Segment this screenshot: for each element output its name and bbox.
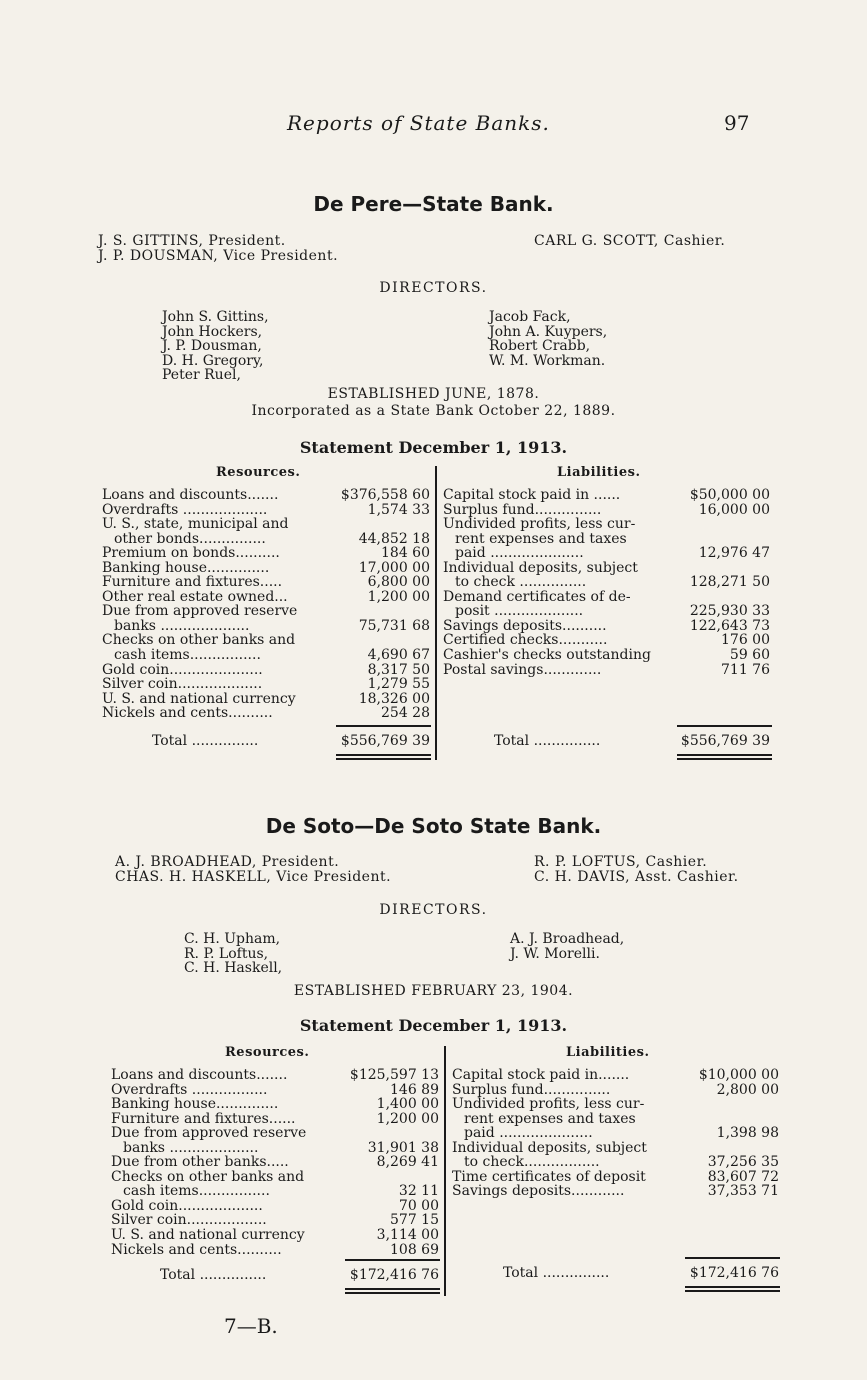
ledger-label: Individual deposits, subject <box>452 1140 647 1156</box>
ledger-amount: 75,731 68 <box>358 617 430 634</box>
ledger-amount: 1,400 00 <box>376 1096 439 1113</box>
resources-heading: Resources. <box>216 465 301 480</box>
ledger-amount: 128,271 50 <box>689 574 770 591</box>
ledger-label: Premium on bonds.......... <box>102 546 280 561</box>
resources-total-row <box>152 733 430 749</box>
running-title: Reports of State Banks. <box>287 111 550 135</box>
ledger-row <box>443 663 770 678</box>
ledger-label: Surplus fund............... <box>452 1082 611 1098</box>
total-label: Total ............... <box>494 733 601 749</box>
ledger-row <box>111 1213 439 1228</box>
bank-title: De Soto—De Soto State Bank. <box>265 814 602 838</box>
rule <box>685 1286 780 1288</box>
ledger-row <box>452 1097 779 1112</box>
ledger-row <box>102 619 430 634</box>
ledger-amount: 8,317 50 <box>367 661 430 678</box>
liabilities-heading: Liabilities. <box>566 1045 650 1060</box>
directors-right-list <box>510 932 624 961</box>
ledger-label: posit .................... <box>455 604 584 619</box>
ledger-row <box>102 677 430 692</box>
ledger-row <box>452 1112 779 1127</box>
ledger-row <box>443 648 770 663</box>
rule <box>336 725 431 727</box>
ledger-label: U. S. and national currency <box>111 1228 305 1243</box>
ledger-amount: 1,200 00 <box>376 1110 439 1127</box>
ledger-row <box>111 1126 439 1141</box>
ledger-amount: 2,800 00 <box>716 1081 779 1098</box>
officer-left: CHAS. H. HASKELL, Vice President. <box>115 869 392 885</box>
ledger-label: Silver coin.................. <box>111 1213 267 1229</box>
ledger-row <box>102 532 430 547</box>
ledger-amount: 254 28 <box>381 705 430 722</box>
director-name: J. P. Dousman, <box>162 338 262 354</box>
director-name: Robert Crabb, <box>489 338 591 354</box>
ledger-amount: 6,800 00 <box>367 574 430 591</box>
established-line: ESTABLISHED FEBRUARY 23, 1904. <box>293 983 574 999</box>
liabilities-table <box>452 1068 779 1199</box>
established-line: ESTABLISHED JUNE, 1878. <box>327 386 540 402</box>
ledger-row <box>452 1170 779 1185</box>
rule <box>685 1290 780 1292</box>
ledger-amount: 70 00 <box>398 1197 439 1214</box>
ledger-label: Due from approved reserve <box>102 604 298 619</box>
ledger-amount: 37,256 35 <box>707 1154 779 1171</box>
ledger-amount: 17,000 00 <box>358 559 430 576</box>
ledger-label: cash items................ <box>123 1184 270 1199</box>
ledger-row <box>111 1141 439 1156</box>
ledger-row <box>102 648 430 663</box>
ledger-label: Overdrafts ................... <box>102 502 268 518</box>
statement-heading: Statement December 1, 1913. <box>299 438 568 457</box>
liabilities-table <box>443 488 770 677</box>
total-amount: $556,769 39 <box>340 733 430 749</box>
ledger-label: Capital stock paid in ...... <box>443 488 621 503</box>
officer-left: A. J. BROADHEAD, President. <box>115 854 340 870</box>
ledger-row <box>111 1083 439 1098</box>
ledger-label: paid ..................... <box>455 546 584 561</box>
director-name: John Hockers, <box>162 323 263 340</box>
ledger-label: Nickels and cents.......... <box>102 706 273 721</box>
ledger-label: Loans and discounts....... <box>102 488 279 503</box>
ledger-label: Surplus fund............... <box>443 502 602 518</box>
director-name: Peter Ruel, <box>162 367 241 383</box>
ledger-row <box>111 1097 439 1112</box>
page-number: 97 <box>724 111 750 135</box>
directors-heading: DIRECTORS. <box>379 280 488 296</box>
ledger-row <box>102 692 430 707</box>
ledger-amount: $125,597 13 <box>349 1067 439 1083</box>
director-name: D. H. Gregory, <box>162 352 264 369</box>
ledger-amount: 122,643 73 <box>689 617 770 634</box>
ledger-amount: 18,326 00 <box>358 690 430 707</box>
total-amount: $556,769 39 <box>680 733 770 749</box>
ledger-row <box>452 1184 779 1199</box>
total-label: Total ............... <box>152 733 259 749</box>
directors-heading: DIRECTORS. <box>379 902 488 918</box>
ledger-label: Furniture and fixtures..... <box>102 575 283 590</box>
ledger-label: Individual deposits, subject <box>443 560 638 576</box>
ledger-row <box>111 1243 439 1258</box>
ledger-label: to check................. <box>464 1155 600 1170</box>
ledger-row <box>443 633 770 648</box>
ledger-amount: 1,279 55 <box>367 676 430 693</box>
ledger-row <box>102 561 430 576</box>
liabilities-total-row <box>503 1265 779 1281</box>
director-name: C. H. Haskell, <box>184 960 283 976</box>
ledger-row <box>443 488 770 503</box>
ledger-amount: 1,574 33 <box>367 501 430 518</box>
ledger-label: Loans and discounts....... <box>111 1068 288 1083</box>
director-name: A. J. Broadhead, <box>510 931 625 947</box>
ledger-row <box>111 1184 439 1199</box>
ledger-amount: 44,852 18 <box>358 530 430 547</box>
ledger-amount: 577 15 <box>390 1212 439 1229</box>
ledger-label: Time certificates of deposit <box>452 1169 646 1185</box>
ledger-label: Nickels and cents.......... <box>111 1242 282 1258</box>
rule <box>685 1257 780 1259</box>
rule <box>345 1288 440 1290</box>
ledger-label: Other real estate owned... <box>102 589 288 605</box>
rule <box>677 758 772 760</box>
ledger-row <box>102 633 430 648</box>
ledger-row <box>102 706 430 721</box>
ledger-row <box>443 561 770 576</box>
ledger-amount: $376,558 60 <box>340 487 430 503</box>
officer-left: J. S. GITTINS, President. <box>98 233 286 249</box>
ledger-row <box>111 1199 439 1214</box>
total-amount: $172,416 76 <box>349 1267 439 1283</box>
ledger-amount: 32 11 <box>398 1183 439 1200</box>
ledger-label: Gold coin..................... <box>102 662 263 678</box>
directors-right-list <box>489 310 607 368</box>
ledger-label: Due from approved reserve <box>111 1126 307 1141</box>
rule <box>336 754 431 756</box>
ledger-label: Capital stock paid in....... <box>452 1068 630 1083</box>
ledger-row <box>102 517 430 532</box>
ledger-label: paid ..................... <box>464 1126 593 1141</box>
ledger-label: Undivided profits, less cur- <box>452 1097 645 1112</box>
ledger-row <box>111 1155 439 1170</box>
officer-right: CARL G. SCOTT, Cashier. <box>534 233 726 249</box>
director-name: Jacob Fack, <box>489 309 571 325</box>
ledger-row <box>443 604 770 619</box>
liabilities-total-row <box>494 733 770 749</box>
ledger-amount: 59 60 <box>729 647 770 664</box>
ledger-amount: 146 89 <box>390 1081 439 1098</box>
ledger-label: Cashier's checks outstanding <box>443 648 651 663</box>
director-name: W. M. Workman. <box>489 352 606 369</box>
director-name: John A. Kuypers, <box>489 323 608 340</box>
ledger-row <box>443 546 770 561</box>
ledger-row <box>102 488 430 503</box>
officer-right: R. P. LOFTUS, Cashier. <box>534 854 708 870</box>
resources-table <box>102 488 430 721</box>
statement-heading: Statement December 1, 1913. <box>299 1016 568 1035</box>
rule <box>345 1292 440 1294</box>
ledger-label: banks .................... <box>123 1140 259 1156</box>
ledger-label: Silver coin................... <box>102 677 263 692</box>
director-name: C. H. Upham, <box>184 931 281 947</box>
ledger-amount: 3,114 00 <box>376 1227 439 1244</box>
ledger-amount: 4,690 67 <box>367 647 430 664</box>
ledger-label: Furniture and fixtures...... <box>111 1111 296 1127</box>
rule <box>677 725 772 727</box>
ledger-amount: $10,000 00 <box>698 1067 779 1083</box>
ledger-label: rent expenses and taxes <box>464 1111 636 1127</box>
bank-title: De Pere—State Bank. <box>313 192 554 216</box>
ledger-row <box>443 619 770 634</box>
ledger-label: U. S., state, municipal and <box>102 517 289 532</box>
incorporated-line: Incorporated as a State Bank October 22, 1889. <box>251 403 616 419</box>
ledger-label: Due from other banks..... <box>111 1155 289 1170</box>
director-name: John S. Gittins, <box>162 309 269 325</box>
ledger-row <box>102 590 430 605</box>
ledger-row <box>102 663 430 678</box>
ledger-label: Undivided profits, less cur- <box>443 517 636 532</box>
ledger-amount: 1,200 00 <box>367 588 430 605</box>
ledger-amount: 176 00 <box>721 632 770 649</box>
ledger-amount: 711 76 <box>721 661 770 678</box>
ledger-row <box>102 575 430 590</box>
ledger-label: Savings deposits............ <box>452 1184 625 1199</box>
ledger-row <box>443 532 770 547</box>
total-amount: $172,416 76 <box>689 1265 779 1281</box>
ledger-row <box>443 503 770 518</box>
ledger-label: Postal savings............. <box>443 662 602 678</box>
ledger-label: Checks on other banks and <box>102 633 296 649</box>
total-label: Total ............... <box>503 1265 610 1281</box>
ledger-amount: 12,976 47 <box>698 545 770 562</box>
ledger-row <box>102 546 430 561</box>
ledger-amount: 16,000 00 <box>698 501 770 518</box>
ledger-row <box>452 1083 779 1098</box>
ledger-row <box>452 1068 779 1083</box>
ledger-label: Demand certificates of de- <box>443 589 631 605</box>
ledger-amount: 1,398 98 <box>716 1125 779 1142</box>
ledger-label: to check ............... <box>455 575 587 590</box>
ledger-amount: $50,000 00 <box>689 487 770 503</box>
ledger-label: banks .................... <box>114 618 250 634</box>
rule <box>677 754 772 756</box>
ledger-label: Overdrafts ................. <box>111 1082 268 1098</box>
signature-mark: 7—B. <box>224 1314 278 1338</box>
director-name: R. P. Loftus, <box>184 945 269 962</box>
ledger-label: Gold coin................... <box>111 1198 263 1214</box>
resources-heading: Resources. <box>225 1045 310 1060</box>
ledger-label: rent expenses and taxes <box>455 531 627 547</box>
director-name: J. W. Morelli. <box>510 945 600 962</box>
liabilities-heading: Liabilities. <box>557 465 641 480</box>
officer-right: C. H. DAVIS, Asst. Cashier. <box>534 869 739 885</box>
ledger-amount: 31,901 38 <box>367 1139 439 1156</box>
ledger-row <box>452 1126 779 1141</box>
ledger-amount: 108 69 <box>390 1241 439 1258</box>
ledger-label: Banking house.............. <box>111 1097 279 1112</box>
ledger-row <box>443 590 770 605</box>
directors-left-list <box>162 310 269 383</box>
ledger-row <box>111 1170 439 1185</box>
ledger-label: other bonds............... <box>114 531 266 547</box>
ledger-row <box>452 1141 779 1156</box>
ledger-row <box>111 1068 439 1083</box>
ledger-amount: 184 60 <box>381 545 430 562</box>
ledger-row <box>443 575 770 590</box>
ledger-row <box>102 503 430 518</box>
resources-total-row <box>160 1267 439 1283</box>
rule <box>345 1259 440 1261</box>
ledger-amount: 83,607 72 <box>707 1168 779 1185</box>
ledger-row <box>443 517 770 532</box>
ledger-label: Checks on other banks and <box>111 1169 305 1185</box>
rule <box>336 758 431 760</box>
ledger-label: Certified checks........... <box>443 633 608 649</box>
column-divider <box>435 466 437 760</box>
directors-left-list <box>184 932 282 976</box>
ledger-row <box>111 1112 439 1127</box>
ledger-amount: 225,930 33 <box>689 603 770 620</box>
ledger-row <box>452 1155 779 1170</box>
officer-left: J. P. DOUSMAN, Vice President. <box>98 248 339 264</box>
ledger-label: Banking house.............. <box>102 560 270 576</box>
ledger-amount: 8,269 41 <box>376 1154 439 1171</box>
ledger-label: Savings deposits.......... <box>443 618 607 634</box>
ledger-row <box>111 1228 439 1243</box>
ledger-amount: 37,353 71 <box>707 1183 779 1200</box>
column-divider <box>444 1046 446 1296</box>
resources-table <box>111 1068 439 1257</box>
total-label: Total ............... <box>160 1267 267 1283</box>
ledger-row <box>102 604 430 619</box>
ledger-label: U. S. and national currency <box>102 691 296 707</box>
ledger-label: cash items................ <box>114 648 261 663</box>
